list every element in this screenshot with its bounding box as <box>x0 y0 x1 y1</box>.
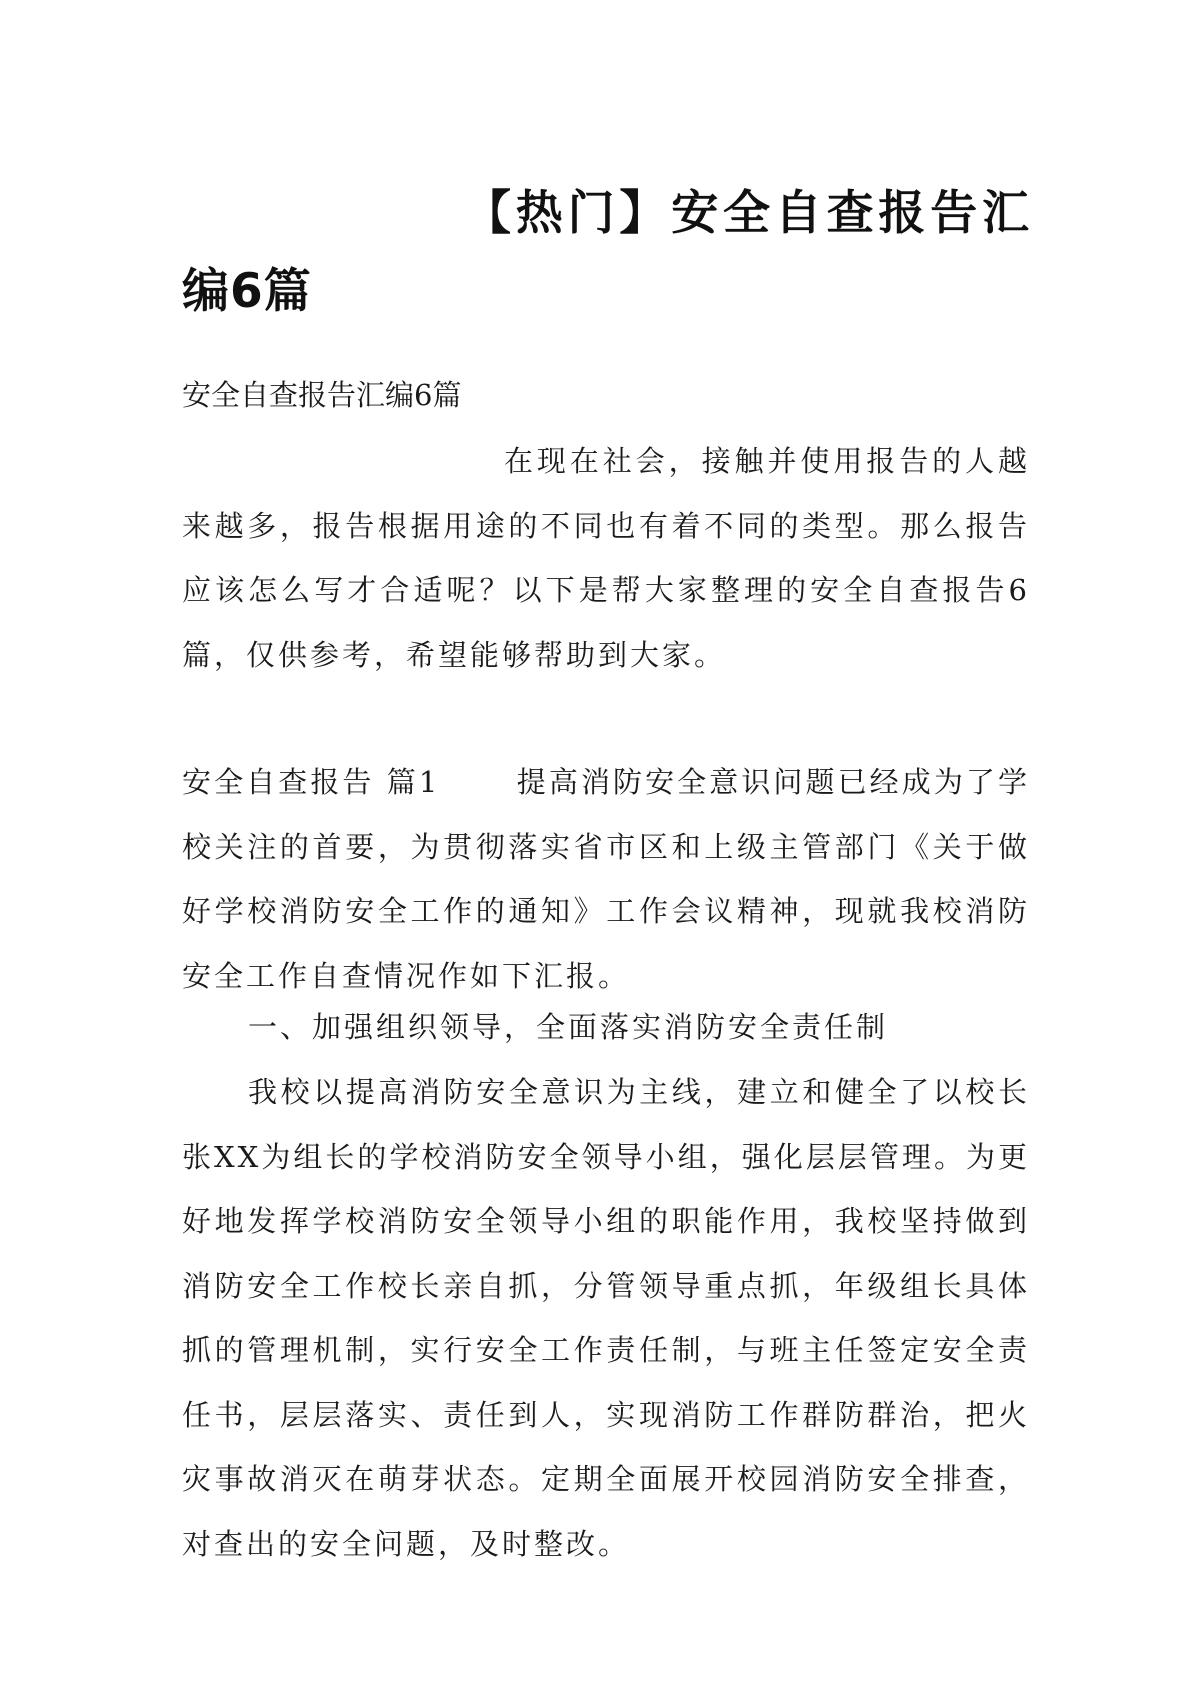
section-1-paragraph: 安全自查报告 篇1 提高消防安全意识问题已经成为了学校关注的首要，为贯彻落实省市区和上级主管部门《关于做好学校消防安全工作的通知》工作会议精神，现就我校消防安全工作自查情况作如下汇报。 <box>182 765 1030 993</box>
intro-paragraph: 在现在社会，接触并使用报告的人越来越多，报告根据用途的不同也有着不同的类型。那么报告应该怎么写才合适呢？以下是帮大家整理的安全自查报告6篇，仅供参考，希望能够帮助到大家。 <box>182 444 1030 672</box>
document-subtitle: 安全自查报告汇编6篇 <box>182 378 462 412</box>
document-title: 【热门】安全自查报告汇编6篇 <box>182 186 1030 319</box>
body-paragraph: 我校以提高消防安全意识为主线，建立和健全了以校长张XX为组长的学校消防安全领导小组，强化层层管理。为更好地发挥学校消防安全领导小组的职能作用，我校坚持做到消防安全工作校长亲自抓，分管领导重点抓，年级组长具体抓的管理机制，实行安全工作责任制，与班主任签定安全责任书，层层落实、责任到人，实现消防工作群防群治，把火灾事故消灭在萌芽状态。定期全面展开校园消防安全排查，对查出的安全问题，及时整改。 <box>182 1075 1030 1561</box>
section-heading: 一、加强组织领导，全面落实消防安全责任制 <box>248 1010 889 1044</box>
